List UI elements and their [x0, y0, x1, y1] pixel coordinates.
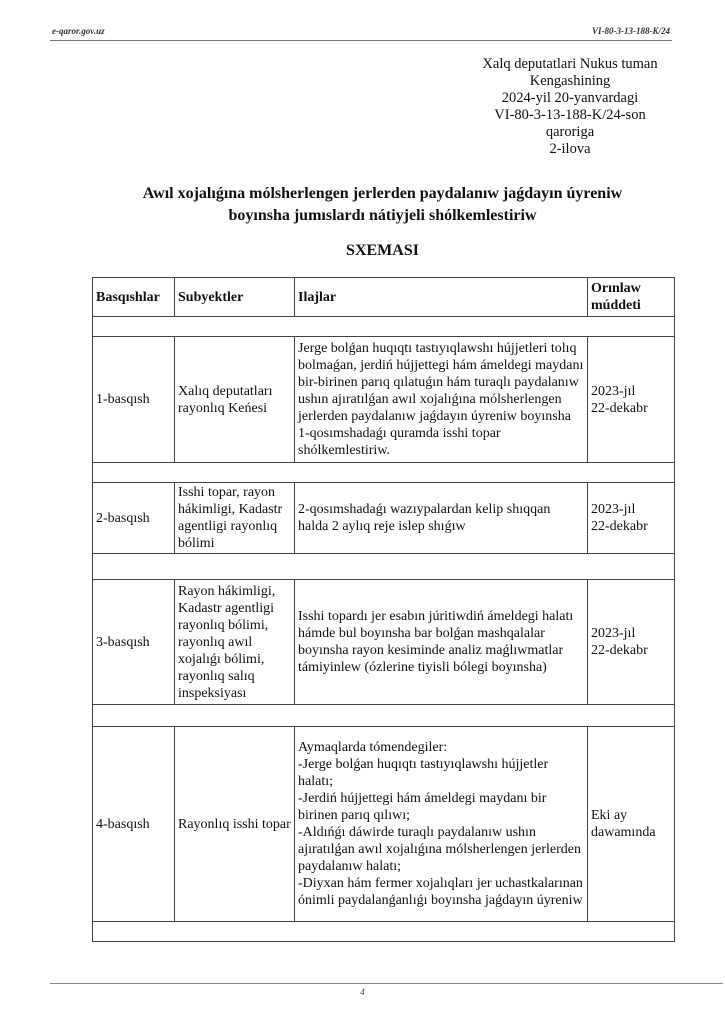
- table-row: [93, 580, 675, 705]
- cell-subjects: Xalıq deputatları rayonlıq Keńesi: [175, 337, 295, 463]
- spacer-row: [93, 554, 675, 580]
- table-row: [93, 337, 675, 463]
- deadline-line1: Eki ay: [591, 808, 628, 823]
- header-actions: Ilajlar: [295, 278, 588, 317]
- action-line: Aymaqlarda tómendegiler:: [298, 740, 448, 755]
- approval-line: 2-ilova: [549, 141, 591, 157]
- title-line-2: boyınsha jumıslardı nátiyjeli shólkemlestiriw: [228, 207, 537, 224]
- spacer-cell: [93, 922, 675, 942]
- approval-line: qaroriga: [545, 124, 595, 140]
- action-line: -Jerdiń hújjettegi hám ámeldegi maydanı bir birinen parıq qılıwı;: [298, 791, 547, 823]
- deadline-line2: 22-dekabr: [591, 400, 648, 416]
- spacer-cell: [93, 317, 675, 337]
- deadline-line1: 2023-jıl: [591, 502, 636, 517]
- document-code: VI-80-3-13-188-K/24: [592, 26, 670, 36]
- spacer-cell: [93, 554, 675, 580]
- title-line-1: Awıl xojalıǵına mólsherlengen jerlerden paydalanıw jaǵdayın úyreniw: [142, 185, 623, 202]
- cell-subjects: Rayonlıq isshi topar: [175, 727, 295, 922]
- page-number: 4: [360, 987, 365, 997]
- approval-line: VI-80-3-13-188-K/24-son: [494, 107, 646, 123]
- deadline-line1: 2023-jıl: [591, 626, 636, 641]
- spacer-cell: [93, 705, 675, 727]
- deadline-line2: 22-dekabr: [591, 519, 648, 534]
- approval-line: 2024-yil 20-yanvardagi: [501, 90, 639, 106]
- table-header-row: [93, 278, 675, 317]
- header-divider: [50, 40, 672, 41]
- action-line: -Aldıńǵı dáwirde turaqlı paydalanıw ushın ajıratılǵan awıl xojalıǵına mólsherlengen jerlerden paydalanıw halatı;: [298, 825, 582, 874]
- cell-actions: 2-qosımshadaǵı wazıypalardan kelip shıqqan halda 2 aylıq reje islep shıǵıw: [295, 483, 588, 554]
- cell-actions: Jerge bolǵan huqıqtı tastıyıqlawshı hújjetleri tolıq bolmaǵan, jerdiń hújjettegi hám ámeldegi maydanı bir-birinen parıq qılatuǵın hám turaqlı paydalanıw ushın ajıratılǵan awıl xojalıǵına mólsherlengen jerlerden paydalanıw jaǵdayın úyreniw boyınsha 1-qosımshadaǵı quramda isshi topar shólkemlestiriw.: [295, 337, 588, 463]
- cell-deadline: [588, 727, 675, 922]
- cell-deadline: [588, 580, 675, 705]
- deadline-line1: 2023-jıl: [591, 383, 636, 399]
- cell-actions: Isshi topardı jer esabın júritiwdiń ámeldegi halatı hámde bul boyınsha bar bolǵan mashqalalar boyınsha rayon kesiminde analiz maǵlıwmatlar támiyinlew (ózlerine tiyisli bólegi boyınsha): [295, 580, 588, 705]
- cell-stage: 4-basqısh: [93, 727, 175, 922]
- cell-stage: 3-basqısh: [93, 580, 175, 705]
- deadline-line2: 22-dekabr: [591, 643, 648, 658]
- cell-deadline: [588, 337, 675, 463]
- spacer-cell: [93, 463, 675, 483]
- approval-block: [470, 56, 670, 158]
- document-title: [92, 183, 673, 227]
- spacer-row: [93, 463, 675, 483]
- document-subtitle: SXEMASI: [346, 242, 419, 259]
- spacer-row: [93, 317, 675, 337]
- cell-stage: 1-basqısh: [93, 337, 175, 463]
- approval-line: Xalq deputatlari Nukus tuman: [482, 56, 658, 72]
- action-line: -Diyxan hám fermer xojalıqları jer uchastkalarınan ónimli paydalanǵanlıǵı boyınsha jaǵdayın úyreniw: [298, 876, 583, 908]
- cell-actions: [295, 727, 588, 922]
- spacer-row: [93, 705, 675, 727]
- approval-line: Kengashining: [529, 73, 611, 89]
- cell-stage: 2-basqısh: [93, 483, 175, 554]
- spacer-row: [93, 922, 675, 942]
- header-deadline-line1: Orınlaw: [591, 281, 641, 296]
- cell-deadline: [588, 483, 675, 554]
- cell-subjects: Isshi topar, rayon hákimligi, Kadastr agentligi rayonlıq bólimi: [175, 483, 295, 554]
- header-subjects: Subyektler: [175, 278, 295, 317]
- header-deadline: [588, 278, 675, 317]
- action-line: -Jerge bolǵan huqıqtı tastıyıqlawshı hújjetler halatı;: [298, 757, 549, 789]
- table-row: [93, 727, 675, 922]
- table-row: [93, 483, 675, 554]
- cell-subjects: Rayon hákimligi, Kadastr agentligi rayonlıq bólimi, rayonlıq awıl xojalıǵı bólimi, rayonlıq salıq inspeksiyası: [175, 580, 295, 705]
- header-stage: Basqıshlar: [93, 278, 175, 317]
- deadline-line2: dawamında: [591, 825, 656, 840]
- site-name: e-qaror.gov.uz: [52, 26, 105, 36]
- schema-table: [92, 277, 675, 942]
- footer-divider: [50, 983, 723, 984]
- header-deadline-line2: múddeti: [591, 298, 641, 313]
